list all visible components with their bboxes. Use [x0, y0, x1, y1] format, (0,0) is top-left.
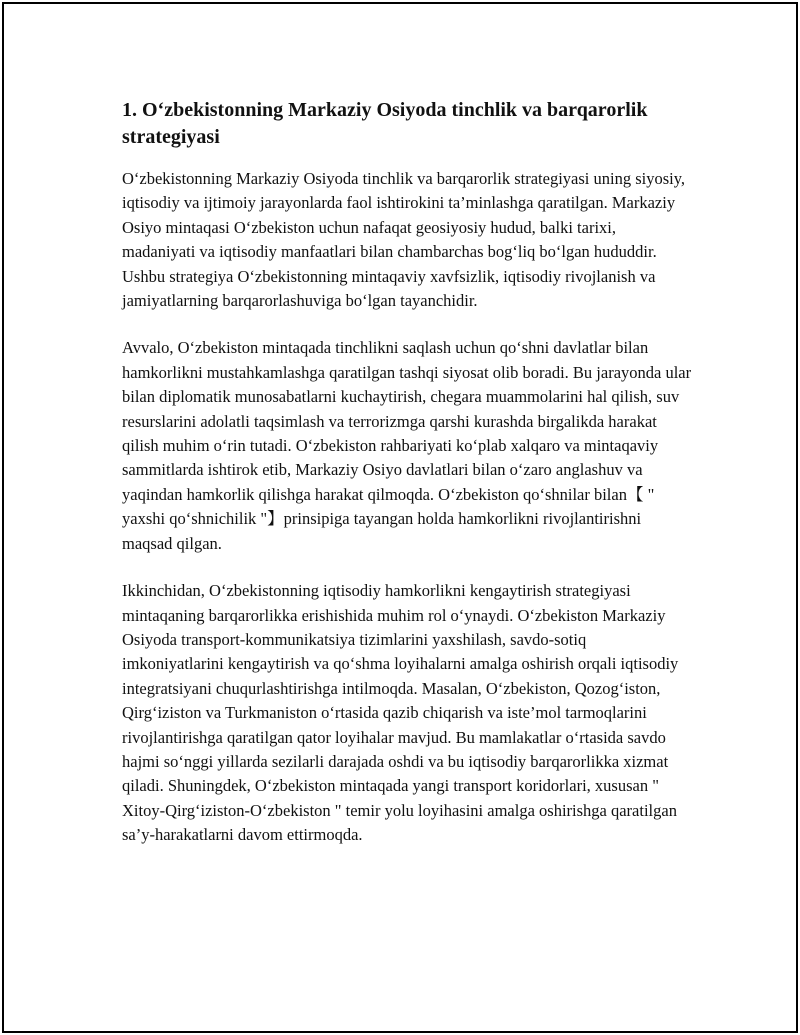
paragraph-second: Ikkinchidan, O‘zbekistonning iqtisodiy hamkorlikni kengaytirish strategiyasi mintaqaning barqarorlikka erishishida muhim rol o‘ynaydi. O‘zbekiston Markaziy Osiyoda transport-kommunikatsiya tizimlarini yaxshilash, savdo-sotiq imkoniyatlarini kengaytirish va qo‘shma loyihalarni amalga oshirish orqali iqtisodiy integratsiyani chuqurlashtirishga intilmoqda. Masalan, O‘zbekiston, Qozog‘iston, Qirg‘iziston va Turkmaniston o‘rtasida qazib chiqarish va iste’mol tarmoqlarini rivojlantirishga qaratilgan qator loyihalar mavjud. Bu mamlakatlar o‘rtasida savdo hajmi so‘nggi yillarda sezilarli darajada oshdi va bu iqtisodiy barqarorlikka xizmat qiladi. Shuningdek, O‘zbekiston mintaqada yangi transport koridorlari, xususan " Xitoy-Qirg‘iziston-O‘zbekiston " temir yolu loyihasini amalga oshirishga qaratilgan sa’y-harakatlarni davom ettirmoqda.: [122, 581, 679, 845]
paragraph-intro: O‘zbekistonning Markaziy Osiyoda tinchlik va barqarorlik strategiyasi uning siyosiy, iqtisodiy va ijtimoiy jarayonlarda faol ishtirokini ta’minlashga qaratilgan. Markaziy Osiyo mintaqasi O‘zbekiston uchun nafaqat geosiyosiy hudud, balki tarixi, madaniyati va iqtisodiy manfaatlari bilan chambarchas bog‘liq bo‘lgan hududdir. Ushbu strategiya O‘zbekistonning mintaqaviy xavfsizlik, iqtisodiy rivojlanish va jamiyatlarning barqarorlashuviga bo‘lgan tayanchidir.: [122, 169, 686, 311]
section-heading: 1. O‘zbekistonning Markaziy Osiyoda tinchlik va barqarorlik strategiyasi: [122, 99, 648, 148]
page-frame: [2, 2, 798, 1033]
document-body: [122, 97, 692, 871]
paragraph-first: Avvalo, O‘zbekiston mintaqada tinchlikni saqlash uchun qo‘shni davlatlar bilan hamkorlikni mustahkamlashga qaratilgan tashqi siyosat olib boradi. Bu jarayonda ular bilan diplomatik munosabatlarni kuchaytirish, chegara muammolarini hal qilish, suv resurslarini adolatli taqsimlash va terrorizmga qarshi kurashda birgalikda harakat qilish muhim o‘rin tutadi. O‘zbekiston rahbariyati ko‘plab xalqaro va mintaqaviy sammitlarda ishtirok etib, Markaziy Osiyo davlatlari bilan o‘zaro anglashuv va yaqindan hamkorlik qilishga harakat qilmoqda. O‘zbekiston qo‘shnilar bilan【 " yaxshi qo‘shnichilik "】prinsipiga tayangan holda hamkorlikni rivojlantirishni maqsad qilgan.: [122, 338, 692, 553]
